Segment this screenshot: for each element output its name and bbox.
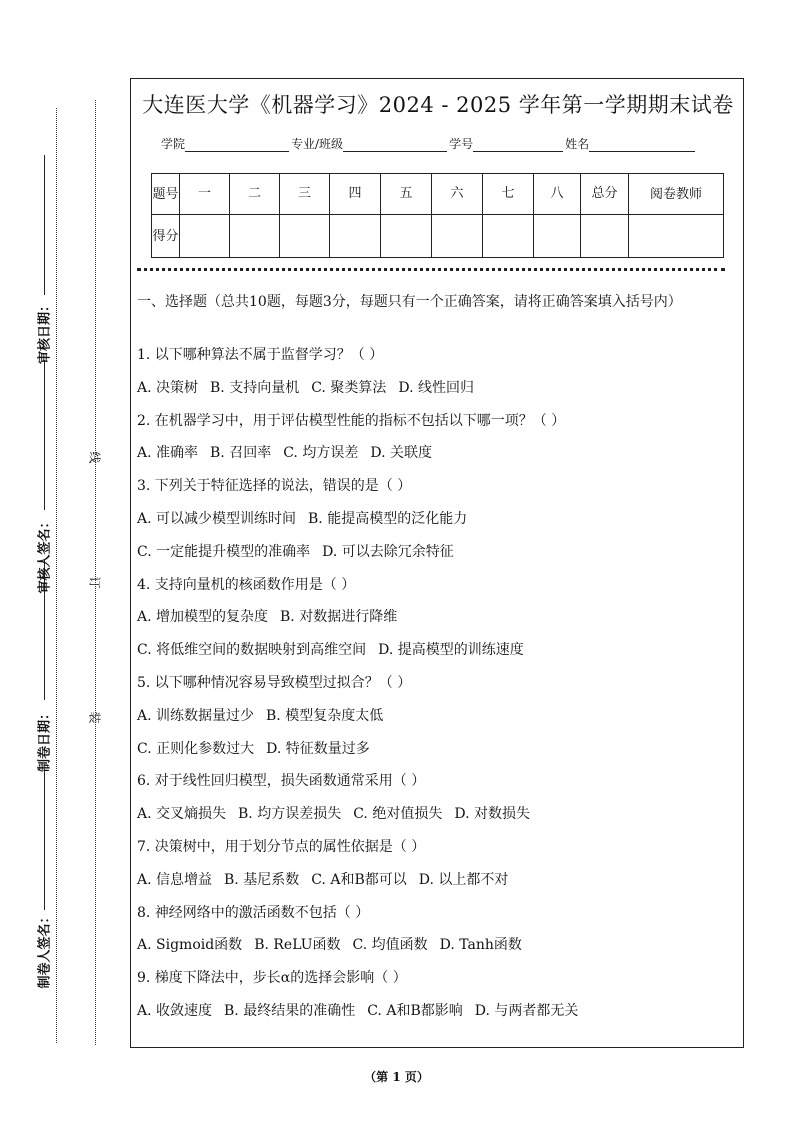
option-c: C. 一定能提升模型的准确率 [137, 543, 311, 560]
score-row-label: 得分 [152, 215, 180, 258]
score-cell-5[interactable] [381, 215, 432, 258]
header-cell-5: 五 [381, 174, 432, 215]
score-table [151, 173, 724, 258]
option-d: D. 提高模型的训练速度 [378, 642, 524, 659]
option-a: A. 训练数据量过少 [137, 707, 255, 724]
option-c: C. 聚类算法 [311, 379, 387, 396]
student-id-label: 学号 [449, 137, 474, 151]
option-b: B. 支持向量机 [210, 379, 300, 396]
score-cell-4[interactable] [330, 215, 381, 258]
options-8 [137, 934, 737, 967]
binding-dotted-line-inner [95, 100, 96, 1045]
options-1 [137, 377, 737, 410]
option-a: A. 收敛速度 [137, 1002, 213, 1019]
score-cell-6[interactable] [432, 215, 483, 258]
options-3-line2 [137, 541, 737, 574]
score-cell-1[interactable] [180, 215, 230, 258]
option-b: B. 均方误差损失 [238, 806, 342, 823]
reviewer-sign-blank [44, 360, 45, 510]
option-c: C. A和B都影响 [367, 1002, 463, 1019]
options-7 [137, 869, 737, 902]
options-4-line1 [137, 606, 737, 639]
question-5: 5. 以下哪种情况容易导致模型过拟合？（ ） [137, 674, 412, 691]
option-d: D. 对数损失 [454, 806, 530, 823]
option-c: C. 将低维空间的数据映射到高维空间 [137, 642, 367, 659]
option-c: C. 绝对值损失 [353, 806, 443, 823]
major-field[interactable] [343, 137, 447, 152]
option-d: D. 与两者都无关 [474, 1002, 579, 1019]
score-cell-3[interactable] [280, 215, 330, 258]
option-d: D. 以上都不对 [418, 871, 509, 888]
exam-paper [130, 78, 744, 1048]
header-cell-grader: 阅卷教师 [629, 174, 724, 215]
header-cell-3: 三 [280, 174, 330, 215]
header-cell-question-no: 题号 [152, 174, 180, 215]
options-4-line2 [137, 639, 737, 672]
student-info-row [161, 132, 721, 152]
name-field[interactable] [589, 137, 695, 152]
option-a: A. 准确率 [137, 445, 199, 462]
option-a: A. Sigmoid函数 [137, 937, 243, 954]
option-d: D. 关联度 [370, 445, 432, 462]
option-a: A. 可以减少模型训练时间 [137, 510, 297, 527]
exam-title: 大连医大学《机器学习》2024 - 2025 学年第一学期期末试卷 [142, 93, 734, 117]
option-a: A. 信息增益 [137, 871, 213, 888]
option-d: D. 可以去除冗余特征 [322, 543, 454, 560]
preparer-sign-blank [44, 770, 45, 910]
score-cell-2[interactable] [230, 215, 280, 258]
score-cell-8[interactable] [534, 215, 581, 258]
binding-dotted-line [56, 108, 57, 1043]
score-cell-7[interactable] [483, 215, 534, 258]
question-6: 6. 对于线性回归模型，损失函数通常采用（ ） [137, 773, 426, 790]
score-table-header-row [152, 174, 724, 215]
option-c: C. 均值函数 [352, 937, 428, 954]
header-cell-7: 七 [483, 174, 534, 215]
question-3: 3. 下列关于特征选择的说法，错误的是（ ） [137, 478, 412, 495]
binding-mark-xian: 线 [87, 451, 102, 464]
header-cell-4: 四 [330, 174, 381, 215]
binding-mark-ding: 订 [87, 576, 102, 589]
page-number: （第 1 页） [364, 1070, 429, 1084]
options-2 [137, 442, 737, 475]
header-cell-1: 一 [180, 174, 230, 215]
review-date-blank [44, 155, 45, 295]
question-4: 4. 支持向量机的核函数作用是（ ） [137, 576, 356, 593]
options-5-line1 [137, 705, 737, 738]
question-9: 9. 梯度下降法中，步长α的选择会影响（ ） [137, 970, 407, 987]
header-cell-6: 六 [432, 174, 483, 215]
option-b: B. 最终结果的准确性 [224, 1002, 356, 1019]
options-3-line1 [137, 508, 737, 541]
student-id-field[interactable] [473, 137, 563, 152]
score-table-score-row [152, 215, 724, 258]
option-b: B. 能提高模型的泛化能力 [308, 510, 468, 527]
score-cell-total[interactable] [581, 215, 629, 258]
score-cell-grader[interactable] [629, 215, 724, 258]
options-9 [137, 1000, 737, 1033]
option-a: A. 决策树 [137, 379, 199, 396]
question-8: 8. 神经网络中的激活函数不包括（ ） [137, 904, 370, 921]
prep-date-label: 制卷日期： [37, 707, 53, 773]
option-b: B. 模型复杂度太低 [266, 707, 384, 724]
option-b: B. 对数据进行降维 [280, 609, 398, 626]
question-1: 1. 以下哪种算法不属于监督学习？（ ） [137, 347, 384, 363]
option-a: A. 增加模型的复杂度 [137, 609, 269, 626]
option-d: D. 特征数量过多 [266, 740, 370, 757]
options-5-line2 [137, 738, 737, 771]
college-field[interactable] [185, 137, 289, 152]
option-d: D. 线性回归 [398, 379, 474, 396]
review-date-label: 审核日期： [37, 299, 53, 365]
header-cell-total: 总分 [581, 174, 629, 215]
reviewer-sign-label: 审核人签名： [37, 515, 53, 594]
dotted-separator [137, 268, 725, 271]
major-label: 专业/班级 [291, 137, 344, 151]
option-d: D. Tanh函数 [439, 937, 522, 954]
section-heading: 一、选择题（总共10题，每题3分，每题只有一个正确答案，请将正确答案填入括号内） [137, 294, 682, 310]
question-7: 7. 决策树中，用于划分节点的属性依据是（ ） [137, 838, 426, 855]
option-b: B. 召回率 [210, 445, 272, 462]
college-label: 学院 [161, 137, 186, 151]
option-b: B. ReLU函数 [254, 937, 341, 954]
option-c: C. 均方误差 [283, 445, 359, 462]
option-c: C. A和B都可以 [311, 871, 407, 888]
binding-mark-zhuang: 装 [87, 711, 102, 724]
option-b: B. 基尼系数 [224, 871, 300, 888]
header-cell-8: 八 [534, 174, 581, 215]
question-2: 2. 在机器学习中，用于评估模型性能的指标不包括以下哪一项？（ ） [137, 412, 566, 429]
question-list [137, 344, 737, 1033]
option-a: A. 交叉熵损失 [137, 806, 227, 823]
options-6 [137, 803, 737, 836]
header-cell-2: 二 [230, 174, 280, 215]
preparer-sign-label: 制卷人签名： [37, 910, 53, 989]
name-label: 姓名 [565, 137, 590, 151]
option-c: C. 正则化参数过大 [137, 740, 255, 757]
